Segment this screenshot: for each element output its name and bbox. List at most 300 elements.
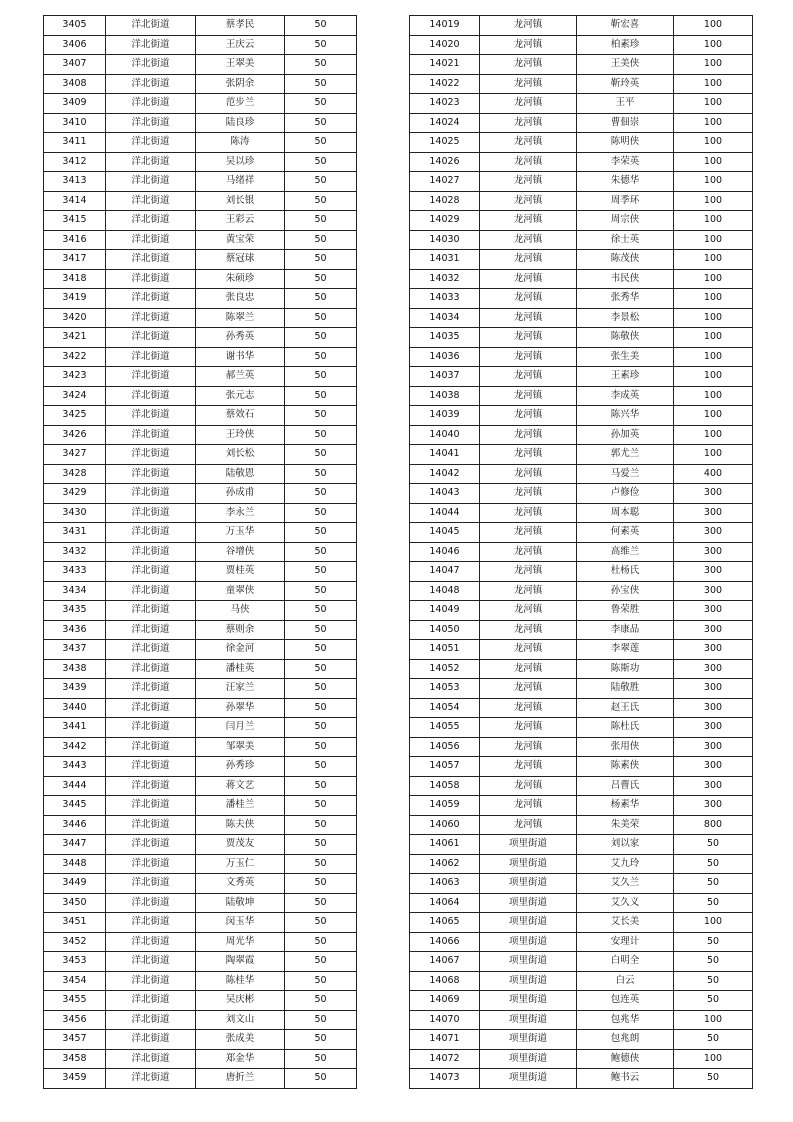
cell-id: 3422 [44,347,106,367]
cell-id: 3438 [44,659,106,679]
cell-region: 项里街道 [480,835,577,855]
cell-name: 孙宝侠 [577,581,674,601]
cell-id: 14061 [410,835,480,855]
table-row [44,1049,357,1069]
cell-amount: 50 [285,191,357,211]
cell-id: 3447 [44,835,106,855]
cell-name: 闵玉华 [196,913,285,933]
table-row [410,250,753,270]
cell-amount: 100 [674,172,753,192]
cell-region: 洋北街道 [106,133,196,153]
cell-amount: 50 [674,854,753,874]
cell-id: 3445 [44,796,106,816]
cell-id: 3434 [44,581,106,601]
cell-amount: 50 [285,757,357,777]
cell-name: 陈明侠 [577,133,674,153]
table-row [44,94,357,114]
cell-region: 龙河镇 [480,718,577,738]
cell-amount: 100 [674,74,753,94]
cell-name: 安理计 [577,932,674,952]
cell-region: 龙河镇 [480,55,577,75]
cell-name: 徐士英 [577,230,674,250]
cell-amount: 100 [674,230,753,250]
cell-name: 潘桂英 [196,659,285,679]
table-row [44,1030,357,1050]
cell-name: 鲍书云 [577,1069,674,1089]
cell-name: 高维兰 [577,542,674,562]
table-row [44,74,357,94]
cell-id: 14030 [410,230,480,250]
cell-amount: 50 [285,835,357,855]
table-row [410,776,753,796]
table-row [410,289,753,309]
cell-amount: 50 [285,620,357,640]
cell-id: 3411 [44,133,106,153]
cell-amount: 800 [674,815,753,835]
cell-name: 陈敬侠 [577,328,674,348]
table-row [410,94,753,114]
cell-name: 杨素华 [577,796,674,816]
cell-name: 孙加英 [577,425,674,445]
cell-id: 3417 [44,250,106,270]
cell-amount: 300 [674,484,753,504]
cell-amount: 50 [285,523,357,543]
cell-region: 洋北街道 [106,991,196,1011]
cell-name: 陆良珍 [196,113,285,133]
cell-id: 3425 [44,406,106,426]
cell-amount: 100 [674,16,753,36]
table-row [410,523,753,543]
table-row [410,932,753,952]
cell-name: 王美侠 [577,55,674,75]
cell-amount: 50 [285,893,357,913]
table-row [410,1049,753,1069]
cell-amount: 50 [285,1010,357,1030]
cell-name: 汪家兰 [196,679,285,699]
cell-id: 14045 [410,523,480,543]
table-row [410,133,753,153]
cell-id: 3458 [44,1049,106,1069]
cell-name: 蔡则余 [196,620,285,640]
cell-region: 洋北街道 [106,152,196,172]
cell-name: 吴庆彬 [196,991,285,1011]
cell-name: 鲁荣胜 [577,601,674,621]
table-row [44,659,357,679]
cell-amount: 100 [674,913,753,933]
cell-name: 包兆朗 [577,1030,674,1050]
cell-region: 龙河镇 [480,425,577,445]
cell-name: 陈杜氏 [577,718,674,738]
cell-name: 周本聪 [577,503,674,523]
cell-region: 洋北街道 [106,854,196,874]
cell-id: 14031 [410,250,480,270]
table-row [410,562,753,582]
cell-amount: 50 [674,952,753,972]
table-row [410,464,753,484]
table-row [410,1069,753,1089]
cell-region: 龙河镇 [480,191,577,211]
table-row [44,55,357,75]
cell-name: 吴以珍 [196,152,285,172]
cell-name: 蒋文艺 [196,776,285,796]
cell-region: 洋北街道 [106,718,196,738]
table-row [44,757,357,777]
cell-region: 龙河镇 [480,152,577,172]
cell-region: 洋北街道 [106,347,196,367]
cell-name: 曹佃崇 [577,113,674,133]
cell-name: 陈素侠 [577,757,674,777]
cell-name: 陈夫侠 [196,815,285,835]
cell-name: 郑金华 [196,1049,285,1069]
cell-amount: 100 [674,367,753,387]
cell-name: 刘以家 [577,835,674,855]
cell-id: 14048 [410,581,480,601]
cell-amount: 100 [674,328,753,348]
table-row [410,230,753,250]
cell-amount: 100 [674,308,753,328]
table-row [410,601,753,621]
cell-id: 14053 [410,679,480,699]
cell-id: 3459 [44,1069,106,1089]
table-row [44,250,357,270]
cell-amount: 50 [285,425,357,445]
cell-id: 14059 [410,796,480,816]
cell-amount: 300 [674,776,753,796]
cell-name: 刘长松 [196,445,285,465]
cell-region: 洋北街道 [106,250,196,270]
cell-amount: 50 [285,1030,357,1050]
cell-name: 徐金河 [196,640,285,660]
cell-name: 王素珍 [577,367,674,387]
cell-region: 项里街道 [480,971,577,991]
cell-id: 3420 [44,308,106,328]
table-row [410,542,753,562]
cell-id: 3436 [44,620,106,640]
cell-region: 龙河镇 [480,484,577,504]
table-row [44,464,357,484]
cell-amount: 300 [674,718,753,738]
cell-id: 3406 [44,35,106,55]
cell-amount: 50 [285,971,357,991]
cell-region: 项里街道 [480,1010,577,1030]
cell-amount: 50 [285,172,357,192]
cell-id: 14022 [410,74,480,94]
cell-name: 周光华 [196,932,285,952]
cell-region: 洋北街道 [106,503,196,523]
cell-id: 3435 [44,601,106,621]
cell-region: 龙河镇 [480,679,577,699]
cell-name: 万玉华 [196,523,285,543]
cell-name: 刘文山 [196,1010,285,1030]
table-row [44,191,357,211]
table-row [410,659,753,679]
cell-id: 3413 [44,172,106,192]
table-row [44,503,357,523]
cell-amount: 300 [674,679,753,699]
cell-name: 张生美 [577,347,674,367]
cell-amount: 50 [285,503,357,523]
cell-amount: 50 [285,1049,357,1069]
cell-amount: 50 [674,835,753,855]
cell-id: 3451 [44,913,106,933]
cell-name: 马爱兰 [577,464,674,484]
cell-name: 张成美 [196,1030,285,1050]
cell-region: 洋北街道 [106,679,196,699]
table-row [410,640,753,660]
cell-amount: 50 [285,562,357,582]
table-row [410,835,753,855]
table-row [44,367,357,387]
cell-region: 洋北街道 [106,815,196,835]
table-row [44,913,357,933]
cell-id: 14019 [410,16,480,36]
cell-id: 14027 [410,172,480,192]
cell-id: 3444 [44,776,106,796]
cell-id: 14065 [410,913,480,933]
cell-amount: 100 [674,445,753,465]
cell-name: 王平 [577,94,674,114]
cell-name: 贾桂英 [196,562,285,582]
cell-id: 14026 [410,152,480,172]
table-row [410,991,753,1011]
cell-id: 3410 [44,113,106,133]
table-row [410,757,753,777]
cell-id: 3439 [44,679,106,699]
cell-region: 洋北街道 [106,94,196,114]
table-row [410,406,753,426]
table-row [44,581,357,601]
cell-id: 14038 [410,386,480,406]
cell-region: 龙河镇 [480,581,577,601]
table-row [410,874,753,894]
cell-region: 洋北街道 [106,1010,196,1030]
cell-region: 龙河镇 [480,230,577,250]
table-row [410,269,753,289]
cell-id: 14028 [410,191,480,211]
cell-name: 孙成甫 [196,484,285,504]
cell-id: 14036 [410,347,480,367]
cell-id: 3415 [44,211,106,231]
cell-region: 洋北街道 [106,172,196,192]
cell-region: 洋北街道 [106,464,196,484]
cell-name: 万玉仁 [196,854,285,874]
cell-name: 陈涛 [196,133,285,153]
table-row [410,35,753,55]
table-row [44,523,357,543]
cell-region: 龙河镇 [480,172,577,192]
cell-name: 柏素珍 [577,35,674,55]
cell-amount: 50 [674,874,753,894]
cell-region: 洋北街道 [106,269,196,289]
cell-amount: 100 [674,191,753,211]
cell-region: 项里街道 [480,1069,577,1089]
cell-id: 14033 [410,289,480,309]
cell-amount: 50 [285,211,357,231]
cell-name: 李康品 [577,620,674,640]
table-row [410,386,753,406]
cell-amount: 50 [285,854,357,874]
cell-region: 龙河镇 [480,640,577,660]
cell-region: 洋北街道 [106,425,196,445]
cell-name: 朱硕珍 [196,269,285,289]
table-row [410,698,753,718]
table-row [44,347,357,367]
table-row [44,211,357,231]
cell-id: 14046 [410,542,480,562]
cell-name: 马侠 [196,601,285,621]
cell-name: 靳玲英 [577,74,674,94]
cell-amount: 50 [285,55,357,75]
cell-name: 李翠莲 [577,640,674,660]
cell-region: 洋北街道 [106,640,196,660]
cell-region: 洋北街道 [106,367,196,387]
cell-region: 龙河镇 [480,815,577,835]
cell-region: 洋北街道 [106,523,196,543]
cell-region: 项里街道 [480,854,577,874]
cell-region: 项里街道 [480,913,577,933]
table-row [44,796,357,816]
cell-amount: 50 [285,308,357,328]
cell-name: 陆敬坤 [196,893,285,913]
cell-amount: 100 [674,289,753,309]
cell-name: 张阴余 [196,74,285,94]
cell-region: 龙河镇 [480,445,577,465]
cell-amount: 50 [285,152,357,172]
cell-region: 洋北街道 [106,796,196,816]
cell-amount: 50 [285,679,357,699]
table-row [44,484,357,504]
cell-region: 龙河镇 [480,347,577,367]
cell-name: 陶翠霞 [196,952,285,972]
cell-region: 洋北街道 [106,445,196,465]
cell-id: 14064 [410,893,480,913]
table-row [44,269,357,289]
cell-region: 洋北街道 [106,542,196,562]
cell-amount: 50 [285,113,357,133]
table-row [410,484,753,504]
table-row [44,562,357,582]
cell-id: 3407 [44,55,106,75]
cell-region: 龙河镇 [480,133,577,153]
cell-amount: 50 [285,718,357,738]
cell-id: 3449 [44,874,106,894]
cell-region: 洋北街道 [106,737,196,757]
cell-amount: 50 [285,35,357,55]
cell-region: 洋北街道 [106,191,196,211]
cell-name: 靳宏喜 [577,16,674,36]
cell-amount: 50 [285,796,357,816]
cell-name: 孙翠华 [196,698,285,718]
cell-region: 龙河镇 [480,269,577,289]
table-row [44,737,357,757]
cell-name: 吕曹氏 [577,776,674,796]
cell-name: 张用侠 [577,737,674,757]
cell-amount: 50 [285,94,357,114]
cell-name: 何素英 [577,523,674,543]
cell-id: 14068 [410,971,480,991]
cell-id: 14047 [410,562,480,582]
cell-name: 朱美荣 [577,815,674,835]
table-row [44,718,357,738]
cell-amount: 100 [674,386,753,406]
cell-name: 郝兰英 [196,367,285,387]
cell-region: 龙河镇 [480,94,577,114]
cell-amount: 50 [285,269,357,289]
cell-amount: 50 [285,542,357,562]
cell-name: 白明全 [577,952,674,972]
cell-name: 陈茂侠 [577,250,674,270]
cell-amount: 50 [285,952,357,972]
cell-region: 洋北街道 [106,562,196,582]
table-row [44,133,357,153]
table-row [44,698,357,718]
cell-amount: 50 [285,367,357,387]
cell-id: 14021 [410,55,480,75]
cell-name: 艾九玲 [577,854,674,874]
cell-name: 陈桂华 [196,971,285,991]
cell-amount: 50 [285,328,357,348]
cell-region: 龙河镇 [480,16,577,36]
table-row [410,74,753,94]
cell-region: 洋北街道 [106,932,196,952]
cell-amount: 50 [285,16,357,36]
cell-amount: 100 [674,425,753,445]
cell-id: 14049 [410,601,480,621]
cell-region: 龙河镇 [480,406,577,426]
cell-amount: 50 [285,230,357,250]
cell-id: 3409 [44,94,106,114]
cell-id: 14037 [410,367,480,387]
cell-amount: 300 [674,698,753,718]
cell-name: 李成英 [577,386,674,406]
cell-name: 韦民侠 [577,269,674,289]
table-row [44,425,357,445]
cell-id: 14020 [410,35,480,55]
cell-name: 蔡冠球 [196,250,285,270]
table-row [410,55,753,75]
cell-amount: 50 [285,1069,357,1089]
cell-id: 14054 [410,698,480,718]
table-row [44,776,357,796]
cell-region: 洋北街道 [106,971,196,991]
cell-id: 3416 [44,230,106,250]
cell-amount: 300 [674,601,753,621]
cell-id: 14032 [410,269,480,289]
cell-region: 项里街道 [480,991,577,1011]
cell-id: 14067 [410,952,480,972]
cell-amount: 100 [674,250,753,270]
cell-region: 项里街道 [480,874,577,894]
cell-amount: 100 [674,133,753,153]
cell-region: 洋北街道 [106,406,196,426]
cell-id: 3427 [44,445,106,465]
cell-amount: 100 [674,94,753,114]
cell-region: 龙河镇 [480,211,577,231]
table-row [410,16,753,36]
cell-amount: 50 [285,698,357,718]
table-row [44,971,357,991]
cell-amount: 50 [285,601,357,621]
cell-amount: 50 [285,289,357,309]
cell-region: 洋北街道 [106,55,196,75]
cell-id: 14066 [410,932,480,952]
cell-id: 3421 [44,328,106,348]
table-row [44,1069,357,1089]
cell-amount: 300 [674,562,753,582]
cell-id: 3432 [44,542,106,562]
cell-id: 3426 [44,425,106,445]
cell-region: 项里街道 [480,1030,577,1050]
